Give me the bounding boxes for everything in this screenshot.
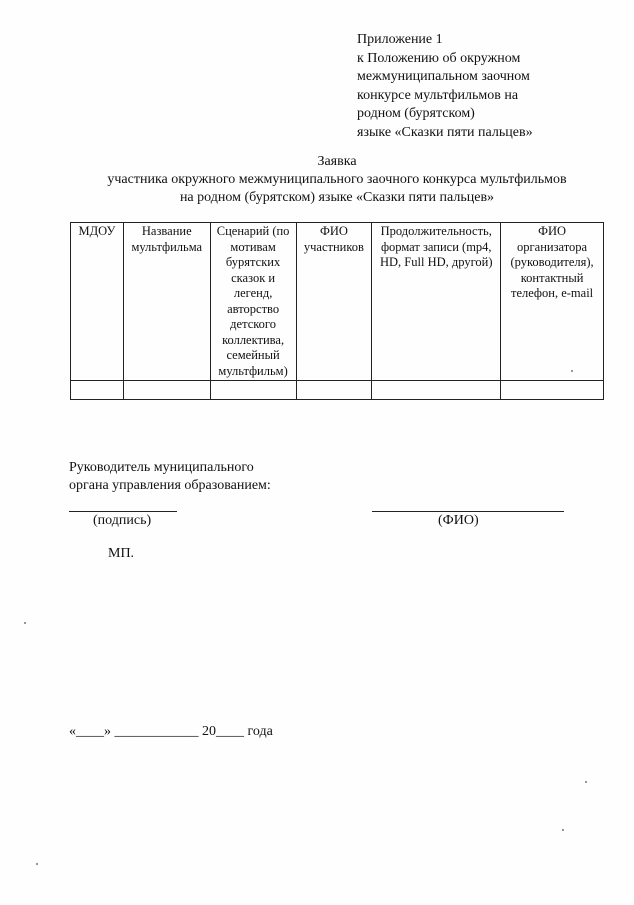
table-row	[71, 381, 604, 400]
appendix-line: языке «Сказки пяти пальцев»	[357, 124, 533, 140]
title-subtitle: участника окружного межмуниципального заочного конкурса мультфильмов	[107, 172, 567, 187]
column-header-script: Сценарий (по мотивам бурятских сказок и легенд, авторство детского коллектива, семейный мультфильм)	[210, 223, 296, 381]
table-cell[interactable]	[123, 381, 210, 400]
column-header-mdou: МДОУ	[71, 223, 124, 381]
table-header-row	[71, 223, 604, 381]
name-line[interactable]	[372, 511, 564, 512]
table-cell[interactable]	[210, 381, 296, 400]
appendix-line: к Положению об окружном	[357, 50, 521, 66]
appendix-note	[357, 31, 607, 143]
title-subtitle: на родном (бурятском) языке «Сказки пяти пальцев»	[179, 190, 495, 205]
scan-speck	[562, 829, 564, 831]
scan-speck	[585, 781, 587, 783]
scan-speck	[36, 863, 38, 865]
column-header-duration-format: Продолжительность, формат записи (mp4, HD, Full HD, другой)	[372, 223, 501, 381]
column-header-film-name: Название мультфильма	[123, 223, 210, 381]
scan-speck	[571, 370, 573, 372]
table-cell[interactable]	[296, 381, 372, 400]
appendix-line: Приложение 1	[357, 32, 443, 47]
signature-line[interactable]	[69, 511, 177, 512]
appendix-line: родном (бурятском)	[357, 106, 475, 122]
table-cell[interactable]	[71, 381, 124, 400]
signer-line: органа управления образованием:	[69, 478, 271, 494]
scan-speck	[24, 622, 26, 624]
column-header-organizer: ФИО организатора (руководителя), контактный телефон, e-mail	[501, 223, 604, 381]
application-title	[40, 153, 634, 207]
signer-title	[69, 459, 271, 496]
appendix-line: конкурсе мультфильмов на	[357, 87, 519, 103]
date-line[interactable]: «____» ____________ 20____ года	[69, 724, 273, 739]
title-heading: Заявка	[317, 154, 357, 169]
table-cell[interactable]	[372, 381, 501, 400]
column-header-participants: ФИО участников	[296, 223, 372, 381]
signature-caption: (подпись)	[93, 513, 152, 528]
table-cell[interactable]	[501, 381, 604, 400]
appendix-line: межмуниципальном заочном	[357, 69, 530, 85]
application-table	[70, 222, 604, 400]
signer-line: Руководитель муниципального	[69, 460, 254, 475]
name-caption: (ФИО)	[438, 513, 479, 528]
stamp-placeholder: МП.	[108, 546, 135, 561]
